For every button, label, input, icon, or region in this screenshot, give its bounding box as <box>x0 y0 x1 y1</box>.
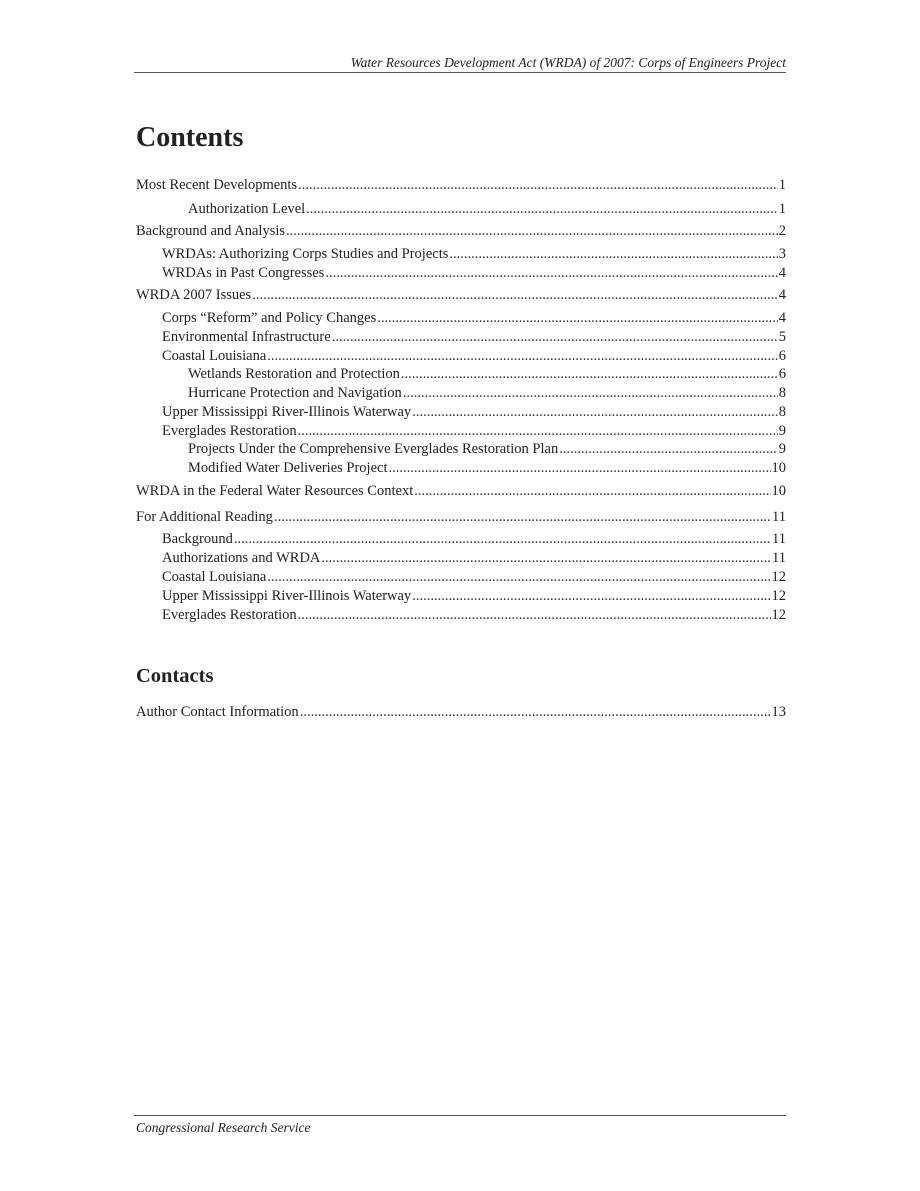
header-rule <box>134 72 786 73</box>
toc-page-number: 1 <box>778 201 786 217</box>
toc-page-number: 11 <box>772 509 786 525</box>
toc-entry[interactable]: WRDA 2007 Issues ..... 4 <box>136 286 786 304</box>
toc-page-number: 4 <box>778 265 786 281</box>
toc-page-number: 9 <box>778 441 786 457</box>
toc-page-number: 9 <box>778 423 786 439</box>
toc-entry[interactable]: Coastal Louisiana ..... 12 <box>136 568 786 586</box>
footer-text: Congressional Research Service <box>136 1120 311 1135</box>
toc-entry[interactable]: WRDAs: Authorizing Corps Studies and Projects ..... 3 <box>136 245 786 263</box>
toc-page-number: 2 <box>778 223 786 239</box>
contents-title: Contents <box>136 122 244 153</box>
toc-page-number: 5 <box>778 329 786 345</box>
toc-entry[interactable]: Modified Water Deliveries Project ..... 10 <box>136 459 786 477</box>
toc-page-number: 12 <box>771 569 786 585</box>
toc-entry[interactable]: WRDA in the Federal Water Resources Context ..... 10 <box>136 482 786 500</box>
toc-page-number: 6 <box>778 348 786 364</box>
toc-page-number: 4 <box>778 287 786 303</box>
toc-entry[interactable]: Background and Analysis ..... 2 <box>136 222 786 240</box>
toc-entry[interactable]: Upper Mississippi River-Illinois Waterway ..... 12 <box>136 587 786 605</box>
toc-page-number: 11 <box>772 531 786 547</box>
footer-rule <box>134 1115 786 1116</box>
toc-page-number: 12 <box>771 607 786 623</box>
toc-entry[interactable]: Coastal Louisiana ..... 6 <box>136 347 786 365</box>
toc-entry[interactable]: Everglades Restoration ..... 9 <box>136 422 786 440</box>
toc-entry[interactable]: Upper Mississippi River-Illinois Waterway ..... 8 <box>136 403 786 421</box>
contacts-entry[interactable]: Author Contact Information ..... 13 <box>136 703 786 721</box>
toc-page-number: 10 <box>771 460 786 476</box>
toc-entry[interactable]: WRDAs in Past Congresses ..... 4 <box>136 264 786 282</box>
toc-page-number: 1 <box>778 177 786 193</box>
toc-entry[interactable]: Hurricane Protection and Navigation ..... 8 <box>136 384 786 402</box>
toc-entry[interactable]: Most Recent Developments ..... 1 <box>136 176 786 194</box>
toc-entry[interactable]: Authorization Level ..... 1 <box>136 200 786 218</box>
toc-page-number: 8 <box>778 385 786 401</box>
toc-entry[interactable]: Everglades Restoration ..... 12 <box>136 606 786 624</box>
toc-page-number: 4 <box>778 310 786 326</box>
contacts-title: Contacts <box>136 665 214 687</box>
toc-entry[interactable]: Projects Under the Comprehensive Everglades Restoration Plan ..... 9 <box>136 440 786 458</box>
toc-page-number: 10 <box>771 483 786 499</box>
toc-entry[interactable]: Authorizations and WRDA ..... 11 <box>136 549 786 567</box>
toc-entry[interactable]: Background ..... 11 <box>136 530 786 548</box>
toc-page-number: 13 <box>771 704 786 720</box>
toc-page-number: 11 <box>772 550 786 566</box>
toc-page-number: 12 <box>771 588 786 604</box>
toc-page-number: 3 <box>778 246 786 262</box>
toc-entry[interactable]: Environmental Infrastructure ..... 5 <box>136 328 786 346</box>
running-header-title: Water Resources Development Act (WRDA) of 2007: Corps of Engineers Project <box>350 55 786 70</box>
toc-page-number: 6 <box>778 366 786 382</box>
toc-entry[interactable]: For Additional Reading ..... 11 <box>136 508 786 526</box>
toc-entry[interactable]: Wetlands Restoration and Protection ..... 6 <box>136 365 786 383</box>
toc-entry[interactable]: Corps “Reform” and Policy Changes ..... 4 <box>136 309 786 327</box>
toc-page-number: 8 <box>778 404 786 420</box>
